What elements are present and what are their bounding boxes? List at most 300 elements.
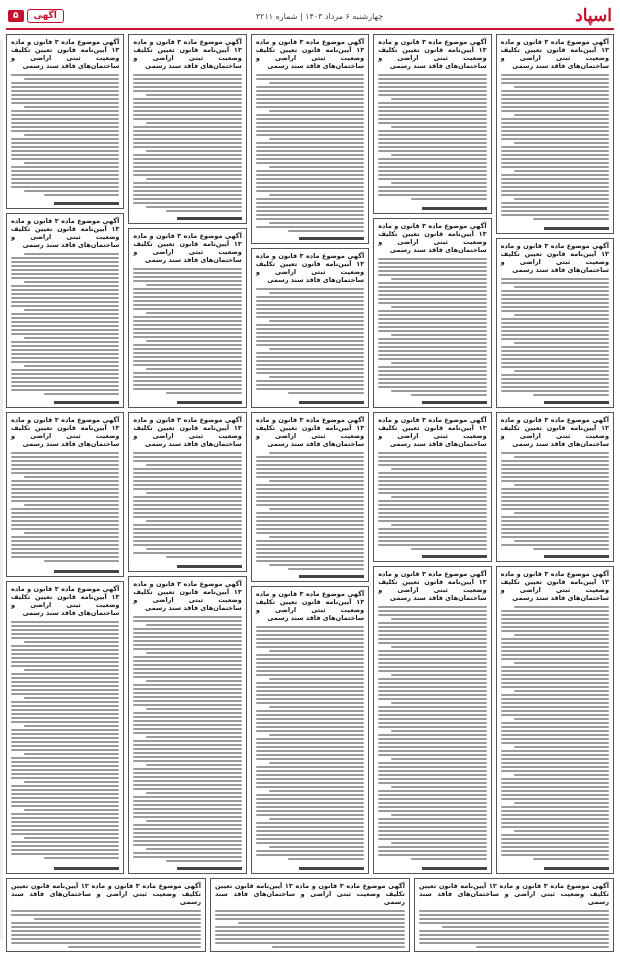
placeholder-text-line [378, 142, 486, 144]
notice-signoff-placeholder [544, 867, 609, 870]
placeholder-text-line [11, 922, 201, 924]
placeholder-text-line [501, 532, 609, 534]
placeholder-text-line [11, 381, 119, 383]
placeholder-text-line [11, 297, 119, 299]
placeholder-text-line [378, 452, 486, 454]
notice [373, 218, 491, 408]
placeholder-text-line [11, 761, 119, 763]
placeholder-text-line [11, 849, 119, 851]
placeholder-text-line [146, 464, 241, 466]
placeholder-text-line [133, 142, 241, 144]
placeholder-text-line [378, 504, 486, 506]
placeholder-text-line [215, 930, 405, 932]
placeholder-text-line [11, 629, 119, 631]
placeholder-text-line [391, 524, 486, 526]
placeholder-text-line [256, 722, 364, 724]
placeholder-text-line [24, 253, 119, 255]
placeholder-text-line [378, 302, 486, 304]
placeholder-text-line [11, 821, 119, 823]
placeholder-text-line [391, 468, 486, 470]
notice-body-placeholder [419, 908, 609, 948]
placeholder-text-line [378, 750, 486, 752]
placeholder-text-line [133, 780, 241, 782]
placeholder-text-line [514, 342, 609, 344]
placeholder-text-line [501, 78, 609, 80]
placeholder-text-line [378, 678, 486, 680]
notice-body-placeholder [378, 604, 486, 862]
placeholder-text-line [378, 826, 486, 828]
placeholder-text-line [256, 634, 364, 636]
placeholder-text-line [256, 214, 364, 216]
placeholder-text-line [133, 376, 241, 378]
placeholder-text-line [378, 258, 486, 260]
placeholder-text-line [215, 926, 405, 928]
placeholder-text-line [133, 126, 241, 128]
placeholder-text-line [133, 288, 241, 290]
placeholder-text-line [133, 488, 241, 490]
notice [128, 412, 246, 572]
placeholder-text-line [501, 516, 609, 518]
placeholder-text-line [501, 726, 609, 728]
placeholder-text-line [256, 786, 364, 788]
placeholder-text-line [501, 74, 609, 76]
placeholder-text-line [501, 306, 609, 308]
placeholder-text-line [256, 308, 364, 310]
placeholder-text-line [378, 670, 486, 672]
placeholder-text-line [256, 686, 364, 688]
placeholder-text-line [133, 296, 241, 298]
placeholder-text-line [378, 638, 486, 640]
placeholder-text-line [256, 512, 364, 514]
placeholder-text-line [11, 269, 119, 271]
placeholder-text-line [256, 86, 364, 88]
placeholder-text-line [133, 174, 241, 176]
placeholder-text-line [133, 460, 241, 462]
placeholder-text-line [501, 782, 609, 784]
placeholder-text-line [11, 817, 119, 819]
placeholder-text-line [256, 710, 364, 712]
placeholder-text-line [256, 388, 364, 390]
placeholder-text-line [24, 725, 119, 727]
placeholder-text-line [501, 630, 609, 632]
placeholder-text-line [133, 684, 241, 686]
placeholder-text-line [533, 548, 609, 550]
placeholder-text-line [133, 190, 241, 192]
placeholder-text-line [133, 380, 241, 382]
placeholder-text-line [378, 488, 486, 490]
placeholder-text-line [44, 393, 120, 395]
placeholder-text-line [501, 622, 609, 624]
placeholder-text-line [166, 210, 242, 212]
placeholder-text-line [11, 138, 119, 140]
placeholder-text-line [256, 524, 364, 526]
placeholder-text-line [11, 773, 119, 775]
placeholder-text-line [501, 754, 609, 756]
placeholder-text-line [378, 662, 486, 664]
placeholder-text-line [501, 500, 609, 502]
placeholder-text-line [133, 672, 241, 674]
placeholder-text-line [256, 516, 364, 518]
placeholder-text-line [256, 464, 364, 466]
placeholder-text-line [378, 326, 486, 328]
placeholder-text-line [269, 222, 364, 224]
placeholder-text-line [133, 700, 241, 702]
placeholder-text-line [256, 702, 364, 704]
notice [251, 248, 369, 408]
placeholder-text-line [146, 206, 241, 208]
placeholder-text-line [378, 174, 486, 176]
placeholder-text-line [256, 300, 364, 302]
placeholder-text-line [256, 158, 364, 160]
placeholder-text-line [378, 186, 486, 188]
notice-signoff-placeholder [544, 555, 609, 558]
placeholder-text-line [501, 346, 609, 348]
placeholder-text-line [133, 352, 241, 354]
placeholder-text-line [11, 729, 119, 731]
placeholder-text-line [11, 709, 119, 711]
placeholder-text-line [501, 646, 609, 648]
placeholder-text-line [378, 350, 486, 352]
placeholder-text-line [11, 833, 119, 835]
placeholder-text-line [501, 818, 609, 820]
placeholder-text-line [11, 645, 119, 647]
notices-column [373, 34, 491, 874]
placeholder-text-line [514, 286, 609, 288]
placeholder-text-line [133, 130, 241, 132]
placeholder-text-line [378, 798, 486, 800]
placeholder-text-line [256, 730, 364, 732]
notice-body-placeholder [11, 450, 119, 565]
placeholder-text-line [501, 702, 609, 704]
placeholder-text-line [11, 325, 119, 327]
placeholder-text-line [24, 532, 119, 534]
placeholder-text-line [501, 750, 609, 752]
placeholder-text-line [269, 734, 364, 736]
placeholder-text-line [238, 922, 405, 924]
placeholder-text-line [378, 642, 486, 644]
placeholder-text-line [133, 308, 241, 310]
placeholder-text-line [133, 748, 241, 750]
placeholder-text-line [133, 660, 241, 662]
placeholder-text-line [11, 769, 119, 771]
placeholder-text-line [378, 346, 486, 348]
placeholder-text-line [146, 548, 241, 550]
notice-body-placeholder [11, 72, 119, 197]
placeholder-text-line [378, 658, 486, 660]
placeholder-text-line [378, 382, 486, 384]
placeholder-text-line [501, 122, 609, 124]
placeholder-text-line [378, 622, 486, 624]
placeholder-text-line [501, 738, 609, 740]
placeholder-text-line [391, 98, 486, 100]
placeholder-text-line [256, 806, 364, 808]
placeholder-text-line [11, 733, 119, 735]
placeholder-text-line [256, 150, 364, 152]
placeholder-text-line [256, 324, 364, 326]
placeholder-text-line [501, 154, 609, 156]
placeholder-text-line [146, 680, 241, 682]
placeholder-text-line [133, 202, 241, 204]
placeholder-text-line [419, 938, 609, 940]
placeholder-text-line [256, 190, 364, 192]
placeholder-text-line [501, 842, 609, 844]
placeholder-text-line [288, 858, 364, 860]
placeholder-text-line [133, 696, 241, 698]
placeholder-text-line [378, 794, 486, 796]
placeholder-text-line [11, 942, 201, 944]
notice-wide [210, 878, 410, 952]
notice-title: آگهی موضوع ماده ۳ قانون و ماده ۱۳ آیین‌نامه قانون تعیین تکلیف وضعیت ثبتی اراضی و ساختمان‌های فاقد سند رسمی [133, 416, 242, 448]
placeholder-text-line [501, 186, 609, 188]
placeholder-text-line [269, 650, 364, 652]
placeholder-text-line [378, 802, 486, 804]
placeholder-text-line [501, 810, 609, 812]
placeholder-text-line [166, 860, 242, 862]
placeholder-text-line [133, 732, 241, 734]
notice-body-placeholder [256, 72, 364, 232]
placeholder-text-line [256, 122, 364, 124]
placeholder-text-line [11, 182, 119, 184]
placeholder-text-line [378, 342, 486, 344]
placeholder-text-line [378, 130, 486, 132]
placeholder-text-line [24, 476, 119, 478]
placeholder-text-line [501, 846, 609, 848]
placeholder-text-line [256, 384, 364, 386]
placeholder-text-line [378, 102, 486, 104]
placeholder-text-line [133, 272, 241, 274]
notice [6, 412, 124, 577]
placeholder-text-line [514, 634, 609, 636]
placeholder-text-line [501, 386, 609, 388]
placeholder-text-line [269, 348, 364, 350]
placeholder-text-line [256, 850, 364, 852]
section-label: آگهی [27, 9, 64, 23]
placeholder-text-line [11, 166, 119, 168]
placeholder-text-line [501, 850, 609, 852]
notice-signoff-placeholder [422, 867, 487, 870]
placeholder-text-line [11, 464, 119, 466]
placeholder-text-line [133, 372, 241, 374]
placeholder-text-line [501, 822, 609, 824]
placeholder-text-line [269, 376, 364, 378]
placeholder-text-line [378, 500, 486, 502]
placeholder-text-line [514, 802, 609, 804]
placeholder-text-line [269, 706, 364, 708]
placeholder-text-line [501, 492, 609, 494]
placeholder-text-line [24, 309, 119, 311]
placeholder-text-line [146, 150, 241, 152]
placeholder-text-line [133, 816, 241, 818]
placeholder-text-line [378, 718, 486, 720]
notice-signoff-placeholder [299, 867, 364, 870]
placeholder-text-line [476, 946, 609, 948]
placeholder-text-line [256, 544, 364, 546]
placeholder-text-line [378, 354, 486, 356]
placeholder-text-line [256, 74, 364, 76]
placeholder-text-line [133, 468, 241, 470]
placeholder-text-line [378, 742, 486, 744]
placeholder-text-line [133, 788, 241, 790]
placeholder-text-line [133, 504, 241, 506]
placeholder-text-line [378, 298, 486, 300]
placeholder-text-line [133, 384, 241, 386]
placeholder-text-line [146, 848, 241, 850]
placeholder-text-line [501, 158, 609, 160]
placeholder-text-line [24, 365, 119, 367]
notice-title: آگهی موضوع ماده ۳ قانون و ماده ۱۳ آیین‌نامه قانون تعیین تکلیف وضعیت ثبتی اراضی و ساختمان‌های فاقد سند رسمی [11, 416, 120, 448]
placeholder-text-line [256, 540, 364, 542]
placeholder-text-line [256, 758, 364, 760]
placeholder-text-line [378, 118, 486, 120]
placeholder-text-line [501, 710, 609, 712]
placeholder-text-line [501, 194, 609, 196]
placeholder-text-line [11, 681, 119, 683]
placeholder-text-line [11, 158, 119, 160]
placeholder-text-line [378, 650, 486, 652]
bottom-notices-row [6, 878, 614, 952]
notice [6, 213, 124, 408]
placeholder-text-line [378, 626, 486, 628]
placeholder-text-line [11, 186, 119, 188]
placeholder-text-line [391, 674, 486, 676]
placeholder-text-line [133, 536, 241, 538]
placeholder-text-line [288, 230, 364, 232]
placeholder-text-line [378, 762, 486, 764]
placeholder-text-line [133, 540, 241, 542]
placeholder-text-line [501, 126, 609, 128]
placeholder-text-line [378, 746, 486, 748]
placeholder-text-line [378, 544, 486, 546]
placeholder-text-line [378, 114, 486, 116]
placeholder-text-line [11, 150, 119, 152]
placeholder-text-line [378, 294, 486, 296]
placeholder-text-line [269, 110, 364, 112]
placeholder-text-line [378, 314, 486, 316]
notice [128, 576, 246, 874]
notice [373, 566, 491, 874]
placeholder-text-line [256, 288, 364, 290]
placeholder-text-line [133, 166, 241, 168]
placeholder-text-line [501, 178, 609, 180]
placeholder-text-line [256, 694, 364, 696]
placeholder-text-line [501, 544, 609, 546]
placeholder-text-line [256, 218, 364, 220]
placeholder-text-line [378, 322, 486, 324]
placeholder-text-line [11, 102, 119, 104]
placeholder-text-line [501, 508, 609, 510]
notice-body-placeholder [133, 450, 241, 560]
placeholder-text-line [419, 934, 609, 936]
notice [251, 412, 369, 582]
placeholder-text-line [133, 772, 241, 774]
placeholder-text-line [501, 322, 609, 324]
notice-signoff-placeholder [299, 237, 364, 240]
placeholder-text-line [256, 364, 364, 366]
placeholder-text-line [11, 488, 119, 490]
placeholder-text-line [501, 678, 609, 680]
notice-title: آگهی موضوع ماده ۳ قانون و ماده ۱۳ آیین‌نامه قانون تعیین تکلیف وضعیت ثبتی اراضی و ساختمان‌های فاقد سند رسمی [378, 38, 487, 70]
placeholder-text-line [256, 468, 364, 470]
placeholder-text-line [256, 118, 364, 120]
placeholder-text-line [501, 330, 609, 332]
placeholder-text-line [378, 386, 486, 388]
notice-title: آگهی موضوع ماده ۳ قانون و ماده ۱۳ آیین‌نامه قانون تعیین تکلیف وضعیت ثبتی اراضی و ساختمان‌های فاقد سند رسمی [11, 882, 201, 906]
placeholder-text-line [256, 226, 364, 228]
placeholder-text-line [256, 552, 364, 554]
placeholder-text-line [514, 456, 609, 458]
placeholder-text-line [378, 270, 486, 272]
notice-title: آگهی موضوع ماده ۳ قانون و ماده ۱۳ آیین‌نامه قانون تعیین تکلیف وضعیت ثبتی اراضی و ساختمان‌های فاقد سند رسمی [500, 416, 610, 448]
placeholder-text-line [256, 802, 364, 804]
notice-title: آگهی موضوع ماده ۳ قانون و ماده ۱۳ آیین‌نامه قانون تعیین تکلیف وضعیت ثبتی اراضی و ساختمان‌های فاقد سند رسمی [255, 416, 365, 448]
placeholder-text-line [256, 750, 364, 752]
placeholder-text-line [133, 628, 241, 630]
placeholder-text-line [514, 718, 609, 720]
notice-title: آگهی موضوع ماده ۳ قانون و ماده ۱۳ آیین‌نامه قانون تعیین تکلیف وضعیت ثبتی اراضی و ساختمان‌های فاقد سند رسمی [255, 38, 365, 70]
placeholder-text-line [533, 858, 609, 860]
placeholder-text-line [378, 822, 486, 824]
placeholder-text-line [11, 257, 119, 259]
placeholder-text-line [501, 476, 609, 478]
placeholder-text-line [24, 162, 119, 164]
placeholder-text-line [256, 356, 364, 358]
placeholder-text-line [256, 770, 364, 772]
placeholder-text-line [133, 744, 241, 746]
notice-signoff-placeholder [54, 570, 119, 573]
placeholder-text-line [256, 854, 364, 856]
placeholder-text-line [146, 624, 241, 626]
placeholder-text-line [146, 94, 241, 96]
placeholder-text-line [391, 306, 486, 308]
placeholder-text-line [378, 536, 486, 538]
placeholder-text-line [215, 934, 405, 936]
placeholder-text-line [501, 460, 609, 462]
placeholder-text-line [256, 380, 364, 382]
placeholder-text-line [391, 618, 486, 620]
placeholder-text-line [501, 528, 609, 530]
placeholder-text-line [133, 480, 241, 482]
placeholder-text-line [133, 840, 241, 842]
placeholder-text-line [378, 532, 486, 534]
placeholder-text-line [133, 476, 241, 478]
placeholder-text-line [256, 556, 364, 558]
placeholder-text-line [501, 350, 609, 352]
notice [496, 566, 614, 874]
placeholder-text-line [133, 636, 241, 638]
notice-body-placeholder [256, 450, 364, 570]
placeholder-text-line [501, 374, 609, 376]
placeholder-text-line [378, 698, 486, 700]
placeholder-text-line [11, 277, 119, 279]
placeholder-text-line [501, 742, 609, 744]
placeholder-text-line [269, 138, 364, 140]
placeholder-text-line [256, 520, 364, 522]
page-badge [8, 9, 64, 23]
placeholder-text-line [11, 785, 119, 787]
placeholder-text-line [11, 693, 119, 695]
placeholder-text-line [133, 760, 241, 762]
placeholder-text-line [378, 194, 486, 196]
placeholder-text-line [391, 334, 486, 336]
placeholder-text-line [133, 724, 241, 726]
notices-column [496, 34, 614, 874]
placeholder-text-line [378, 460, 486, 462]
placeholder-text-line [514, 484, 609, 486]
placeholder-text-line [501, 162, 609, 164]
placeholder-text-line [133, 532, 241, 534]
notice-body-placeholder [501, 604, 609, 862]
placeholder-text-line [11, 142, 119, 144]
